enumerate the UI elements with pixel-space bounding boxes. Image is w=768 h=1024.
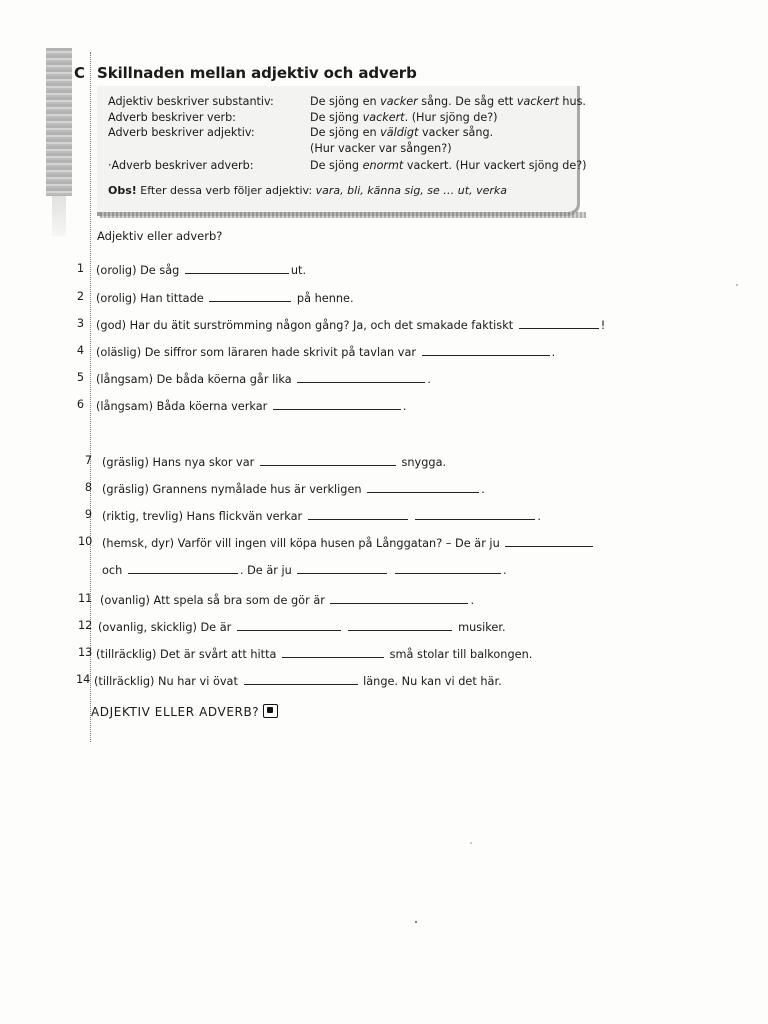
- exercise-number: 13: [78, 646, 93, 659]
- exercise-prompt: och: [102, 564, 123, 577]
- answer-blank[interactable]: [128, 562, 238, 574]
- answer-blank[interactable]: [237, 619, 341, 631]
- exercise-prompt: (ovanlig, skicklig) De är: [98, 621, 232, 634]
- rule-label: Adverb beskriver adjektiv:: [108, 126, 255, 139]
- exercise-number: 4: [76, 344, 84, 357]
- answer-blank[interactable]: [273, 398, 401, 410]
- exercise-suffix: ut.: [290, 264, 307, 277]
- exercise-number: 3: [76, 317, 84, 330]
- rule-label: Adverb beskriver verb:: [108, 111, 236, 124]
- exercise-suffix: .: [502, 564, 507, 577]
- exercise-prompt: (riktig, trevlig) Hans flickvän verkar: [102, 510, 303, 523]
- exercise-line: [96, 344, 555, 360]
- exercise-line: [96, 262, 306, 278]
- scan-edge-shading: [46, 48, 72, 196]
- rule-label: ·Adverb beskriver adverb:: [108, 159, 254, 172]
- exercise-line: [102, 454, 446, 470]
- obs-verbs: vara, bli, känna sig, se … ut, verka: [315, 184, 507, 197]
- exercise-line: [94, 673, 502, 689]
- scan-speck: [415, 921, 417, 923]
- answer-blank[interactable]: [244, 673, 358, 685]
- exercise-line: [102, 508, 541, 524]
- answer-blank[interactable]: [260, 454, 396, 466]
- exercise-suffix: länge. Nu kan vi det här.: [363, 675, 502, 688]
- answer-blank[interactable]: [308, 508, 408, 520]
- answer-blank[interactable]: [422, 344, 550, 356]
- exercise-line: [96, 317, 605, 333]
- exercise-suffix: små stolar till balkongen.: [389, 648, 533, 661]
- exercise-number: 1: [76, 262, 84, 275]
- exercise-prompt: (ovanlig) Att spela så bra som de gör är: [100, 594, 325, 607]
- exercise-number: 5: [76, 371, 84, 384]
- footer-label: ADJEKTIV ELLER ADVERB?: [91, 705, 260, 719]
- exercise-number: 11: [78, 592, 93, 605]
- answer-blank[interactable]: [348, 619, 452, 631]
- interactive-exercise-icon[interactable]: [263, 704, 278, 718]
- exercise-line: [98, 619, 506, 635]
- answer-blank[interactable]: [185, 262, 289, 274]
- exercise-suffix: .: [470, 594, 475, 607]
- margin-dotted-line: [90, 52, 91, 742]
- exercise-line: [96, 646, 532, 662]
- answer-blank[interactable]: [282, 646, 384, 658]
- exercise-prompt: (tillräcklig) Nu har vi övat: [94, 675, 238, 688]
- answer-blank[interactable]: [505, 535, 593, 547]
- exercise-prompt: (gräslig) Hans nya skor var: [102, 456, 255, 469]
- answer-blank[interactable]: [330, 592, 468, 604]
- rule-example: De sjöng vackert. (Hur sjöng de?): [310, 111, 498, 124]
- answer-blank[interactable]: [297, 562, 387, 574]
- exercise-line: [100, 592, 474, 608]
- exercise-suffix: .: [537, 510, 541, 523]
- rule-label: Adjektiv beskriver substantiv:: [108, 95, 274, 108]
- exercise-line: [102, 562, 507, 578]
- footer-link[interactable]: [91, 704, 278, 719]
- exercise-prompt: (långsam) Båda köerna verkar: [96, 400, 268, 413]
- rule-example: De sjöng enormt vackert. (Hur vackert sjöng de?): [310, 159, 587, 172]
- obs-text: Efter dessa verb följer adjektiv:: [140, 184, 313, 197]
- exercise-prompt: (oläslig) De siffror som läraren hade skrivit på tavlan var: [96, 346, 417, 359]
- scan-speck: [470, 842, 472, 844]
- exercise-line: [102, 481, 485, 497]
- scan-edge-shading-light: [52, 196, 66, 236]
- exercise-instruction: Adjektiv eller adverb?: [97, 229, 223, 243]
- answer-blank[interactable]: [519, 317, 599, 329]
- exercise-line: [96, 398, 406, 414]
- exercise-number: 7: [84, 454, 92, 467]
- exercise-suffix: .: [427, 373, 431, 386]
- exercise-suffix: snygga.: [401, 456, 447, 469]
- exercise-suffix: .: [402, 400, 407, 413]
- answer-blank[interactable]: [415, 508, 535, 520]
- answer-blank[interactable]: [209, 290, 291, 302]
- exercise-number: 2: [76, 290, 84, 303]
- exercise-prompt: (hemsk, dyr) Varför vill ingen vill köpa husen på Långgatan? – De är ju: [102, 537, 500, 550]
- exercise-suffix: musiker.: [458, 621, 506, 634]
- section-letter: C: [74, 64, 86, 82]
- rule-example: De sjöng en väldigt vacker sång.: [310, 126, 494, 139]
- exercise-number: 14: [76, 673, 91, 686]
- section-title: Skillnaden mellan adjektiv och adverb: [97, 64, 417, 82]
- exercise-number: 10: [78, 535, 93, 548]
- exercise-line: [96, 290, 354, 306]
- scan-speck: [736, 284, 738, 286]
- exercise-prompt: (tillräcklig) Det är svårt att hitta: [96, 648, 277, 661]
- rule-example: De sjöng en vacker sång. De såg ett vackert hus.: [310, 95, 586, 108]
- exercise-number: 9: [84, 508, 92, 521]
- exercise-prompt: (orolig) Han tittade: [96, 292, 204, 305]
- rule-example: (Hur vacker var sången?): [310, 142, 452, 155]
- exercise-suffix: .: [551, 346, 556, 359]
- exercise-prompt: (långsam) De båda köerna går lika: [96, 373, 292, 386]
- exercise-prompt: (orolig) De såg: [96, 264, 180, 277]
- obs-note: [108, 184, 507, 197]
- obs-prefix: Obs!: [108, 184, 137, 197]
- answer-blank[interactable]: [395, 562, 501, 574]
- rule-box-shadow: [100, 212, 586, 218]
- answer-blank[interactable]: [297, 371, 425, 383]
- exercise-suffix: .: [481, 483, 485, 496]
- exercise-number: 12: [78, 619, 93, 632]
- exercise-prompt: (god) Har du ätit surströmming någon gång? Ja, och det smakade faktiskt: [96, 319, 514, 332]
- exercise-number: 8: [84, 481, 92, 494]
- exercise-suffix: på henne.: [296, 292, 354, 305]
- exercise-prompt: (gräslig) Grannens nymålade hus är verkligen: [102, 483, 362, 496]
- exercise-number: 6: [76, 398, 84, 411]
- answer-blank[interactable]: [367, 481, 479, 493]
- exercise-suffix: . De är ju: [239, 564, 292, 577]
- exercise-line: [102, 535, 595, 551]
- exercise-line: [96, 371, 431, 387]
- exercise-suffix: !: [600, 319, 606, 332]
